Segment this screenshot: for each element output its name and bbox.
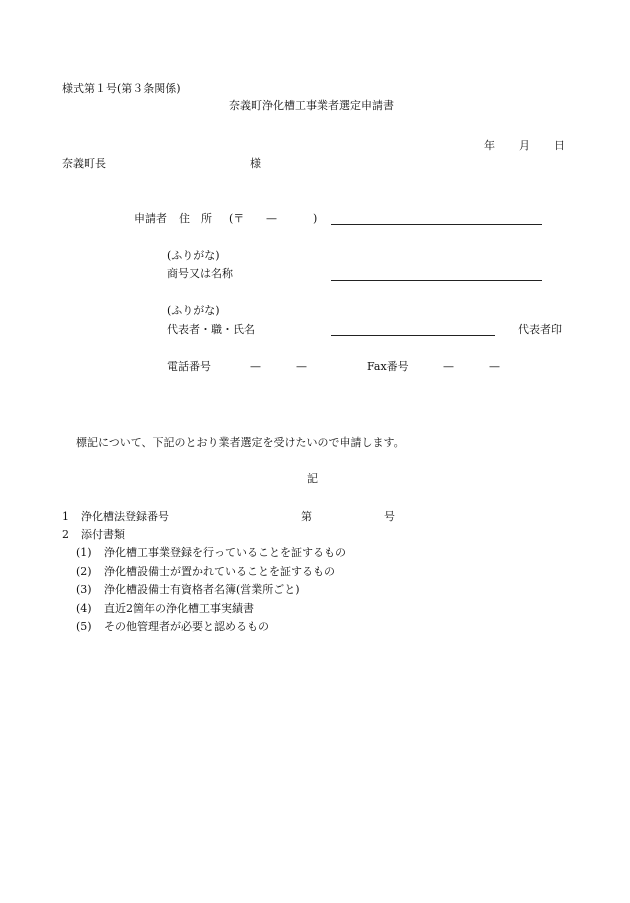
statement-text: 標記について、下記のとおり業者選定を受けたいので申請します。 (76, 436, 405, 449)
item1-go: 号 (384, 510, 395, 523)
item1-dai: 第 (301, 510, 312, 523)
item1-label: 浄化槽法登録番号 (81, 510, 169, 523)
attachment-text: その他管理者が必要と認めるもの (104, 620, 269, 633)
tel-dash-2: — (296, 360, 307, 373)
furigana-label-2: (ふりがな) (167, 304, 220, 317)
seal-label: 代表者印 (518, 323, 562, 336)
attachment-text: 直近2箇年の浄化槽工事実績書 (104, 602, 254, 615)
applicant-label: 申請者 (134, 212, 167, 225)
attachment-num: (3) (76, 583, 92, 596)
date-month: 月 (519, 139, 530, 152)
attachment-text: 浄化槽工事業登録を行っていることを証するもの (104, 546, 346, 559)
attachment-text: 浄化槽設備士有資格者名簿(営業所ごと) (104, 583, 300, 596)
postal-dash: — (266, 212, 277, 225)
attachment-num: (1) (76, 546, 92, 559)
fax-dash-1: — (443, 360, 454, 373)
trade-name-underline (331, 280, 542, 281)
form-label: 様式第１号(第３条関係) (62, 82, 181, 95)
furigana-label-1: (ふりがな) (167, 249, 220, 262)
fax-label: Fax番号 (367, 360, 409, 373)
ki-label: 記 (307, 472, 318, 485)
item2-number: 2 (62, 528, 69, 541)
attachment-num: (2) (76, 565, 92, 578)
postal-close: ) (313, 212, 318, 225)
document-title: 奈義町浄化槽工事業者選定申請書 (229, 99, 394, 112)
item1-number: 1 (62, 510, 69, 523)
address-underline (331, 224, 542, 225)
attachment-num: (4) (76, 602, 92, 615)
tel-dash-1: — (250, 360, 261, 373)
trade-name-label: 商号又は名称 (167, 267, 233, 280)
addressee-honorific: 様 (250, 157, 261, 170)
fax-dash-2: — (489, 360, 500, 373)
representative-underline (331, 335, 495, 336)
date-day: 日 (554, 139, 565, 152)
attachment-num: (5) (76, 620, 92, 633)
address-label: 住 所 (179, 212, 212, 225)
date-year: 年 (484, 139, 495, 152)
item2-label: 添付書類 (81, 528, 125, 541)
postal-open: (〒 (229, 212, 245, 225)
attachment-text: 浄化槽設備士が置かれていることを証するもの (104, 565, 335, 578)
addressee-name: 奈義町長 (62, 157, 106, 170)
representative-label: 代表者・職・氏名 (167, 323, 255, 336)
tel-label: 電話番号 (167, 360, 211, 373)
